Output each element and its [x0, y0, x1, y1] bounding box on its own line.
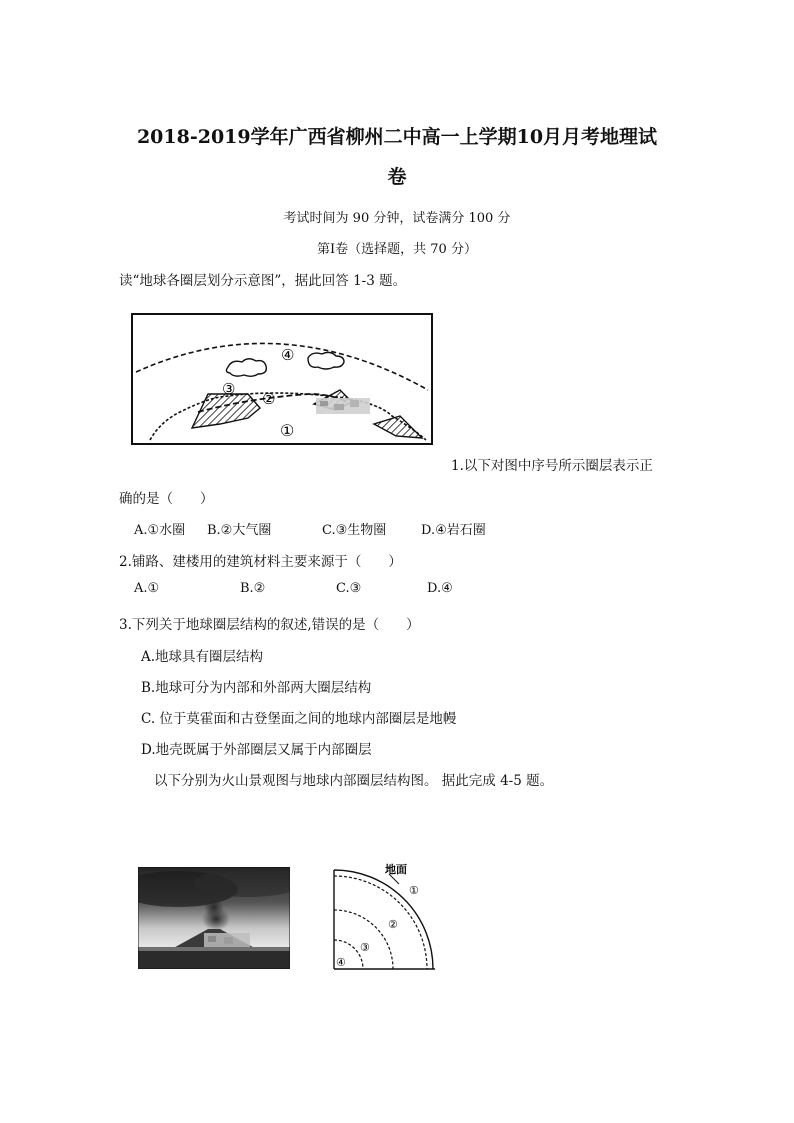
layer-label-4: ④: [281, 346, 295, 364]
exam-info: 考试时间为 90 分钟，试卷满分 100 分: [283, 211, 511, 226]
q1-option-a: A.①水圈: [134, 523, 186, 538]
q2-option-c: C.③: [336, 581, 362, 596]
q2-option-a: A.①: [134, 581, 160, 596]
q3-stem: 3.下列关于地球圈层结构的叙述,错误的是（ ）: [119, 617, 420, 633]
interior-label-2: ②: [388, 918, 398, 931]
q1-stem-continued: 确的是（ ）: [119, 491, 214, 507]
q1-option-b: B.②大气圈: [207, 523, 272, 538]
layer-label-3: ③: [222, 380, 236, 398]
q3-option-d: D.地壳既属于外部圈层又属于内部圈层: [141, 742, 372, 758]
q2-stem: 2.铺路、建楼用的建筑材料主要来源于（ ）: [119, 554, 402, 570]
q1-option-d: D.④岩石圈: [421, 523, 486, 538]
page-title: 2018-2019学年广西省柳州二中高一上学期10月月考地理试: [136, 126, 658, 148]
interior-label-1: ①: [409, 884, 419, 897]
q2-option-d: D.④: [427, 581, 453, 596]
layer-label-2: ②: [262, 390, 276, 408]
earth-interior-diagram: [327, 858, 439, 972]
earth-spheres-diagram: [130, 312, 434, 448]
ground-label: 地面: [385, 863, 407, 876]
q1-options: [0, 519, 794, 539]
section-heading: 第Ⅰ卷（选择题，共 70 分）: [317, 242, 477, 257]
q2-option-b: B.②: [240, 581, 266, 596]
q1-stem: 1.以下对图中序号所示圈层表示正: [451, 458, 653, 474]
q1-option-c: C.③生物圈: [322, 523, 387, 538]
interior-label-4: ④: [336, 956, 346, 969]
q3-option-c: C. 位于莫霍面和古登堡面之间的地球内部圈层是地幔: [141, 711, 457, 727]
q3-option-a: A.地球具有圈层结构: [141, 649, 264, 665]
interior-label-3: ③: [360, 941, 370, 954]
q3-option-b: B.地球可分为内部和外部两大圈层结构: [141, 680, 372, 696]
layer-label-1: ①: [280, 421, 295, 440]
intro-text-2: 以下分别为火山景观图与地球内部圈层结构图。 据此完成 4-5 题。: [154, 773, 554, 789]
q2-options: [0, 581, 794, 601]
page-title-continued: 卷: [387, 166, 407, 188]
intro-text: 读“地球各圈层划分示意图”，据此回答 1-3 题。: [119, 273, 407, 289]
volcano-photo: [138, 867, 290, 969]
